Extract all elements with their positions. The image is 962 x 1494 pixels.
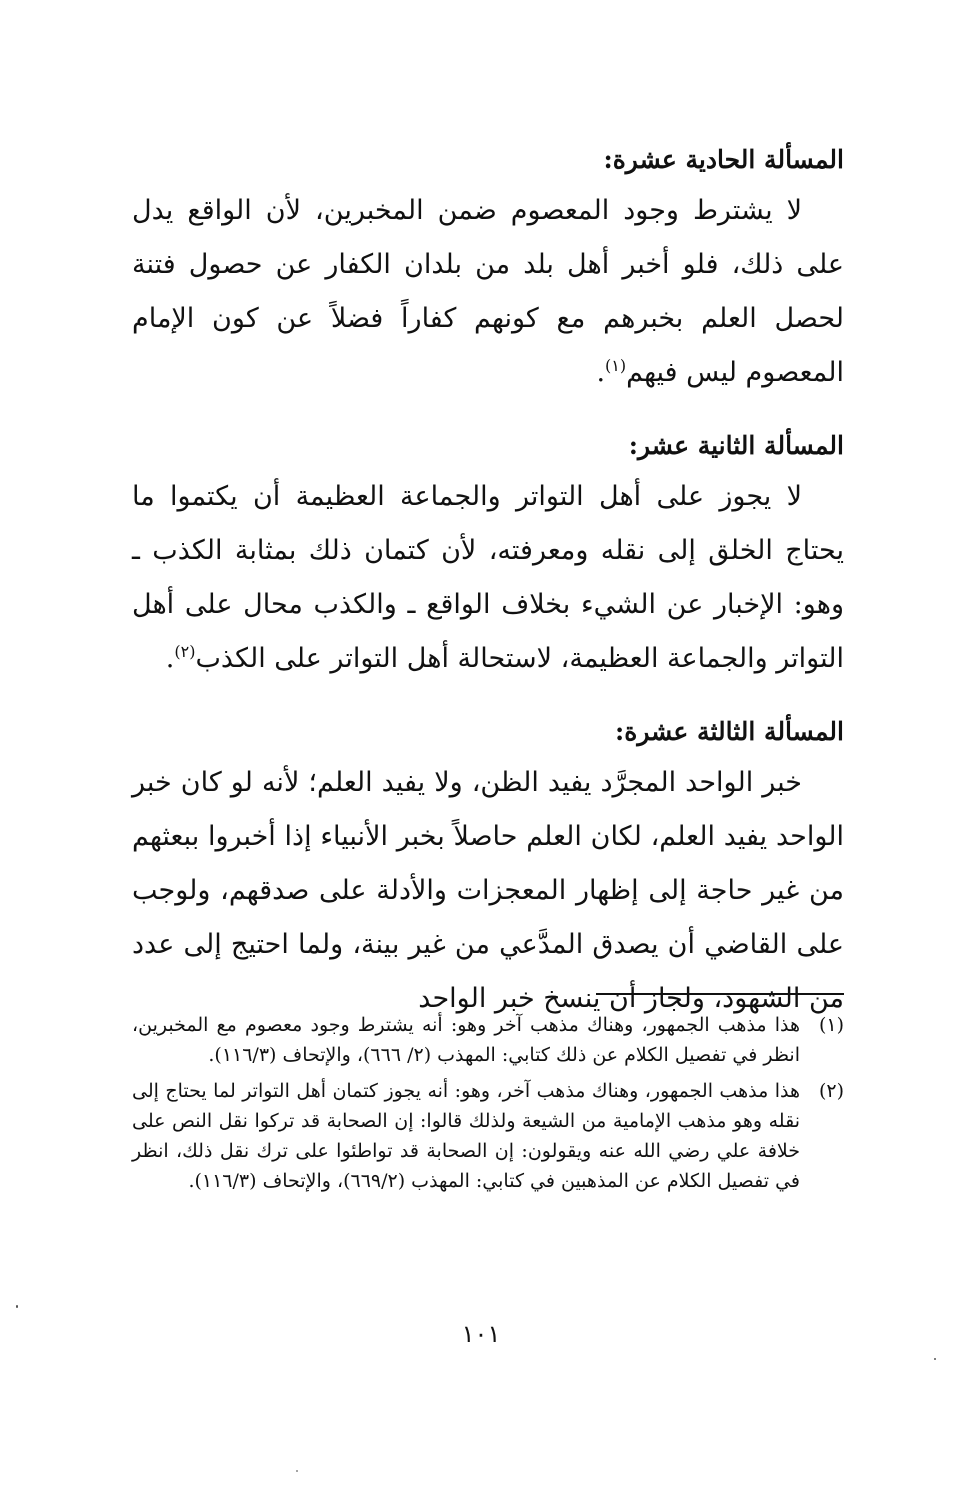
scan-speck — [296, 1470, 298, 1472]
main-text — [132, 140, 844, 1026]
issue-twelve-text: لا يجوز على أهل التواتر والجماعة العظيمة أن يكتموا ما يحتاج الخلق إلى نقله ومعرفته، لأن كتمان ذلك بمثابة الكذب ـ وهو: الإخبار عن الشيء بخلاف الواقع ـ والكذب محال على أهل التواتر والجماعة العظيمة، لاستحالة أهل التواتر على الكذب — [132, 481, 844, 674]
issue-eleven-heading: المسألة الحادية عشرة: — [603, 145, 844, 174]
issue-eleven-text: لا يشترط وجود المعصوم ضمن المخبرين، لأن الواقع يدل على ذلك، فلو أخبر أهل بلد من بلدان الكفار عن حصول فتنة لحصل العلم بخبرهم مع كونهم كفاراً فضلاً عن كون الإمام المعصوم ليس فيهم — [132, 195, 844, 388]
footnote-ref-2[interactable]: (٢) — [174, 642, 196, 661]
issue-twelve — [132, 426, 844, 686]
footnote-2-text: هذا مذهب الجمهور، وهناك مذهب آخر، وهو: أنه يجوز كتمان أهل التواتر لما يحتاج إلى نقله وهو مذهب الإمامية من الشيعة ولذلك قالوا: إن الصحابة قد تركوا نقل النص على خلافة علي رضي الله عنه ويقولون: إن الصحابة قد تواطئوا على ترك نقل ذلك، انظر في تفصيل الكلام عن المذهبين في كتابي: المهذب (٦٦٩/٢)، والإتحاف (١١٦/٣). — [132, 1080, 800, 1192]
footnotes — [132, 1010, 844, 1202]
issue-twelve-tail: . — [165, 643, 175, 674]
footnote-1 — [132, 1010, 844, 1070]
footnote-separator — [596, 993, 844, 995]
issue-thirteen-heading: المسألة الثالثة عشرة: — [615, 717, 844, 746]
issue-twelve-heading: المسألة الثانية عشر: — [628, 431, 844, 460]
issue-thirteen-text: خبر الواحد المجرَّد يفيد الظن، ولا يفيد العلم؛ لأنه لو كان خبر الواحد يفيد العلم، لكان العلم حاصلاً بخبر الأنبياء إذا أخبروا ببعثهم من غير حاجة إلى إظهار المعجزات والأدلة على صدقهم، ولوجب على القاضي أن يصدق المدَّعي من غير بينة، ولما احتيج إلى عدد من الشهود، ولجاز أن ينسخ خبر الواحد — [132, 767, 844, 1014]
scan-speck — [16, 1305, 18, 1308]
issue-eleven — [132, 140, 844, 400]
issue-twelve-paragraph — [132, 470, 844, 686]
page-number: ١٠١ — [461, 1320, 501, 1348]
footnote-ref-1[interactable]: (١) — [605, 356, 627, 375]
footnote-1-number: (١) — [818, 1014, 844, 1036]
footnote-1-text: هذا مذهب الجمهور، وهناك مذهب آخر وهو: أنه يشترط وجود معصوم مع المخبرين، انظر في تفصيل الكلام عن ذلك كتابي: المهذب (٢/ ٦٦٦)، والإتحاف (١١٦/٣). — [132, 1014, 800, 1066]
footnote-2 — [132, 1076, 844, 1196]
issue-thirteen-paragraph — [132, 756, 844, 1026]
issue-eleven-tail: . — [596, 357, 606, 388]
issue-thirteen — [132, 712, 844, 1026]
issue-eleven-paragraph — [132, 184, 844, 400]
scan-speck — [934, 1358, 936, 1360]
footnote-2-number: (٢) — [818, 1080, 844, 1102]
